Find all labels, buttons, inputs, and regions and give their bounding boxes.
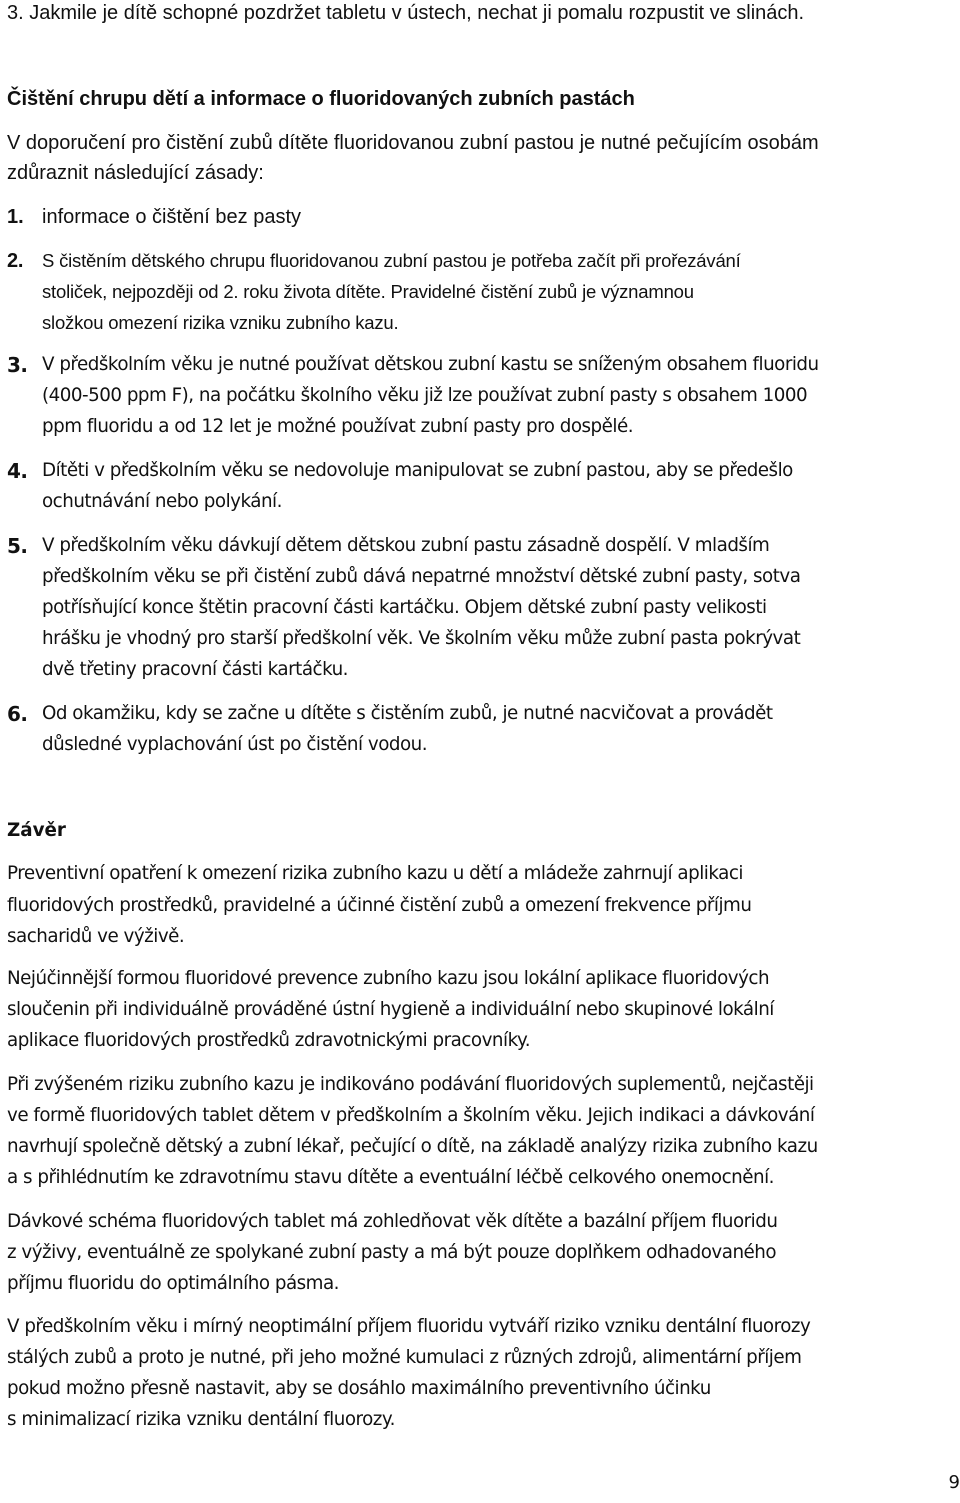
paragraph-line: pokud možno přesně nastavit, aby se dosáhlo maximálního preventivního účinku: [7, 1378, 711, 1399]
paragraph-line: sloučenin při individuálně prováděné ústní hygieně a individuální nebo skupinové lokální: [7, 999, 774, 1020]
section-intro-line: zdůraznit následující zásady:: [7, 162, 264, 184]
paragraph-line: ve formě fluoridových tablet dětem v předškolním a školním věku. Jejich indikaci a dávkování: [7, 1105, 815, 1126]
paragraph-line: navrhují společně dětský a zubní lékař, pečující o dítě, na základě analýzy rizika zubního kazu: [7, 1136, 818, 1157]
list-item-number: 1.: [7, 206, 24, 228]
paragraph-line: fluoridových prostředků, pravidelné a účinné čistění zubů a omezení frekvence příjmu: [7, 895, 752, 916]
list-item-line: stoliček, nejpozději od 2. roku života dítěte. Pravidelné čistění zubů je významnou: [42, 281, 694, 302]
paragraph-line: Při zvýšeném riziku zubního kazu je indikováno podávání fluoridových suplementů, nejčastěji: [7, 1074, 814, 1095]
list-item-line: S čistěním dětského chrupu fluoridovanou zubní pastou je potřeba začít při prořezávání: [42, 250, 741, 271]
list-item-number: 3.: [7, 353, 28, 377]
section-intro-line: V doporučení pro čistění zubů dítěte fluoridovanou zubní pastou je nutné pečujícím osobám: [7, 132, 819, 154]
paragraph-line: z výživy, eventuálně ze spolykané zubní pasty a má být pouze doplňkem odhadovaného: [7, 1242, 777, 1263]
list-item-line: V předškolním věku dávkují dětem dětskou zubní pastu zásadně dospělí. V mladším: [42, 535, 770, 556]
page-number: 9: [948, 1472, 960, 1493]
list-item-line: potřísňující konce štětin pracovní části kartáčku. Objem dětské zubní pasty velikosti: [42, 597, 767, 618]
list-item-line: V předškolním věku je nutné používat dětskou zubní kastu se sníženým obsahem fluoridu: [42, 354, 819, 375]
paragraph-line: a s přihlédnutím ke zdravotnímu stavu dítěte a eventuální léčbě celkového onemocnění.: [7, 1167, 774, 1188]
conclusion-heading: Závěr: [7, 820, 66, 841]
paragraph-line: Preventivní opatření k omezení rizika zubního kazu u dětí a mládeže zahrnují aplikaci: [7, 863, 743, 884]
list-item-line: důsledné vyplachování úst po čistění vodou.: [42, 734, 428, 755]
list-item-line: ppm fluoridu a od 12 let je možné používat zubní pasty pro dospělé.: [42, 416, 634, 437]
list-item-number: 5.: [7, 534, 28, 558]
list-item-number: 4.: [7, 459, 28, 483]
paragraph-line: sacharidů ve výživě.: [7, 926, 185, 947]
section-heading: Čištění chrupu dětí a informace o fluoridovaných zubních pastách: [7, 88, 635, 110]
list-item-number: 6.: [7, 702, 28, 726]
intro-line: 3. Jakmile je dítě schopné pozdržet tabletu v ústech, nechat ji pomalu rozpustit ve slinách.: [7, 2, 805, 24]
list-item-line: dvě třetiny pracovní části kartáčku.: [42, 659, 348, 680]
list-item-line: složkou omezení rizika vzniku zubního kazu.: [42, 312, 399, 333]
paragraph-line: příjmu fluoridu do optimálního pásma.: [7, 1273, 339, 1294]
paragraph-line: V předškolním věku i mírný neoptimální příjem fluoridu vytváří riziko vzniku dentální fluorozy: [7, 1316, 811, 1337]
list-item-line: předškolním věku se při čistění zubů dává nepatrné množství dětské zubní pasty, sotva: [42, 566, 801, 587]
paragraph-line: Nejúčinnější formou fluoridové prevence zubního kazu jsou lokální aplikace fluoridových: [7, 968, 770, 989]
paragraph-line: s minimalizací rizika vzniku dentální fluorozy.: [7, 1409, 395, 1430]
paragraph-line: Dávkové schéma fluoridových tablet má zohledňovat věk dítěte a bazální příjem fluoridu: [7, 1211, 778, 1232]
list-item-line: Dítěti v předškolním věku se nedovoluje manipulovat se zubní pastou, aby se předešlo: [42, 460, 793, 481]
paragraph-line: stálých zubů a proto je nutné, při jeho možné kumulaci z různých zdrojů, alimentární příjem: [7, 1347, 802, 1368]
list-item-line: hrášku je vhodný pro starší předškolní věk. Ve školním věku může zubní pasta pokrývat: [42, 628, 801, 649]
list-item-line: ochutnávání nebo polykání.: [42, 491, 282, 512]
list-item-line: Od okamžiku, kdy se začne u dítěte s čistěním zubů, je nutné nacvičovat a provádět: [42, 703, 773, 724]
paragraph-line: aplikace fluoridových prostředků zdravotnickými pracovníky.: [7, 1030, 531, 1051]
list-item-line: informace o čištění bez pasty: [42, 206, 302, 228]
list-item-line: (400-500 ppm F), na počátku školního věku již lze používat zubní pasty s obsahem 1000: [42, 385, 808, 406]
list-item-number: 2.: [7, 250, 24, 272]
